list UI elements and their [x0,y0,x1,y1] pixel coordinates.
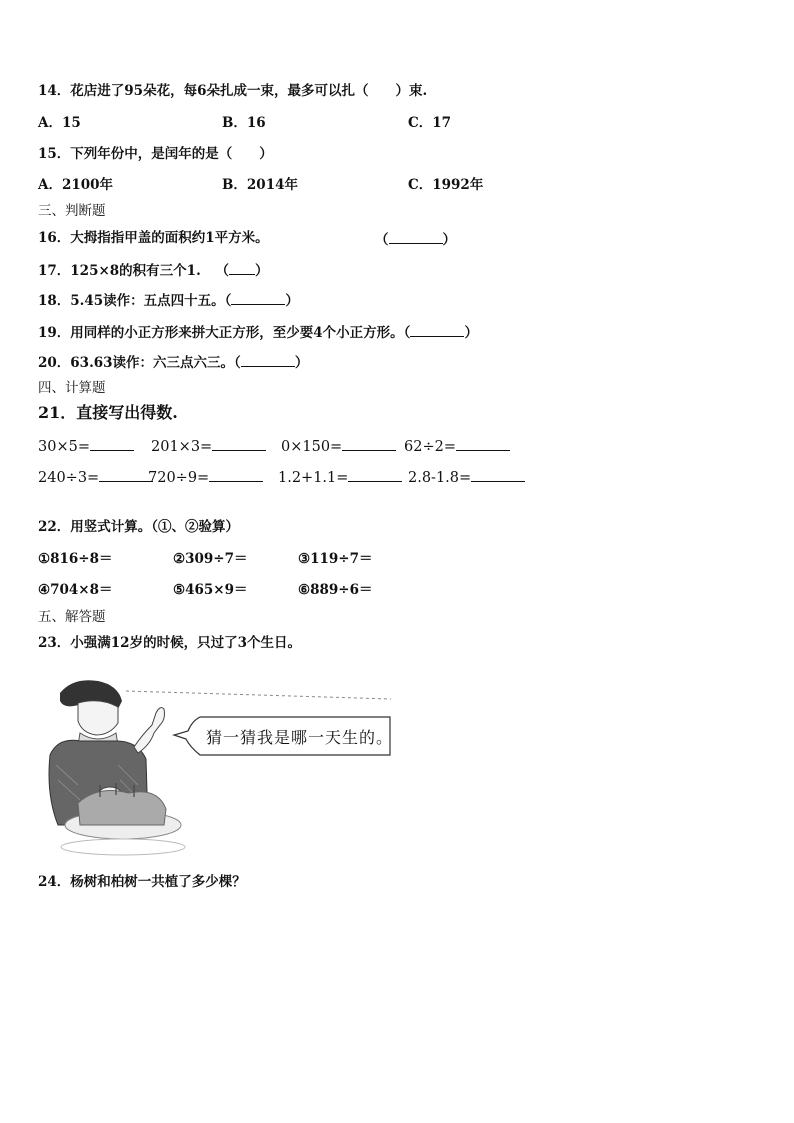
answer-blank[interactable] [471,467,525,482]
calc-item: 720÷9= [148,467,263,488]
calc-item: 2.8-1.8= [408,467,525,488]
vertical-calc-item: ①816÷8＝ [38,551,113,567]
answer-blank[interactable] [212,436,266,451]
question-16-answer: （ ） [375,229,456,249]
question-19-text: 19．用同样的小正方形来拼大正方形，至少要4个小正方形。（ [38,325,411,341]
question-17: 17．125×8的积有三个1. （ ） [38,260,268,280]
answer-blank[interactable] [231,290,285,305]
answer-blank[interactable] [389,229,443,244]
question-20: 20．63.63读作：六三点六三。（ ） [38,352,308,372]
calc-item: 62÷2= [404,436,510,457]
question-19: 19．用同样的小正方形来拼大正方形，至少要4个小正方形。（ ） [38,322,478,342]
answer-blank[interactable] [342,436,396,451]
answer-blank[interactable] [99,467,153,482]
boy-drawing [38,675,393,860]
calc-item: 0×150= [281,436,396,457]
vertical-calc-item: ②309÷7＝ [173,551,248,567]
q14-option-b: B．16 [222,115,266,131]
question-16-text: 16．大拇指指甲盖的面积约1平方米。 [38,230,269,246]
answer-blank[interactable] [90,436,134,451]
question-23: 23．小强满12岁的时候，只过了3个生日。 [38,635,301,651]
q15-option-b: B．2014年 [222,177,298,193]
q14-option-a: A．15 [38,115,81,131]
q15-option-c: C．1992年 [408,177,484,193]
calc-item: 201×3= [151,436,266,457]
question-20-text: 20．63.63读作：六三点六三。（ [38,355,241,371]
question-14: 14．花店进了95朵花，每6朵扎成一束，最多可以扎（ ）束. [38,83,428,99]
question-24: 24．杨树和柏树一共植了多少棵？ [38,874,246,890]
boy-illustration [38,675,393,860]
question-22: 22．用竖式计算。（①、②验算） [38,519,240,535]
question-17-text: 17．125×8的积有三个1. [38,263,201,279]
answer-blank[interactable] [209,467,263,482]
vertical-calc-item: ⑤465×9＝ [173,582,248,598]
answer-blank[interactable] [348,467,402,482]
vertical-calc-item: ④704×8＝ [38,582,113,598]
q15-option-a: A．2100年 [38,177,114,193]
calc-item: 240÷3= [38,467,153,488]
section-4-heading: 四、计算题 [38,380,106,396]
calc-item: 1.2+1.1= [278,467,402,488]
answer-blank[interactable] [241,352,295,367]
answer-blank[interactable] [229,260,255,275]
speech-bubble-text: 猜一猜我是哪一天生的。 [206,728,394,747]
question-18: 18．5.45读作：五点四十五。（ ） [38,290,299,310]
question-18-text: 18．5.45读作：五点四十五。（ [38,293,232,309]
section-5-heading: 五、解答题 [38,609,106,625]
answer-blank[interactable] [410,322,464,337]
section-3-heading: 三、判断题 [38,203,106,219]
question-16 [38,229,269,247]
vertical-calc-item: ③119÷7＝ [298,551,373,567]
question-21: 21．直接写出得数. [38,403,178,422]
answer-blank[interactable] [456,436,510,451]
question-15: 15．下列年份中，是闰年的是（ ） [38,146,273,162]
q14-option-c: C．17 [408,115,452,131]
vertical-calc-item: ⑥889÷6＝ [298,582,373,598]
calc-item: 30×5= [38,436,134,457]
